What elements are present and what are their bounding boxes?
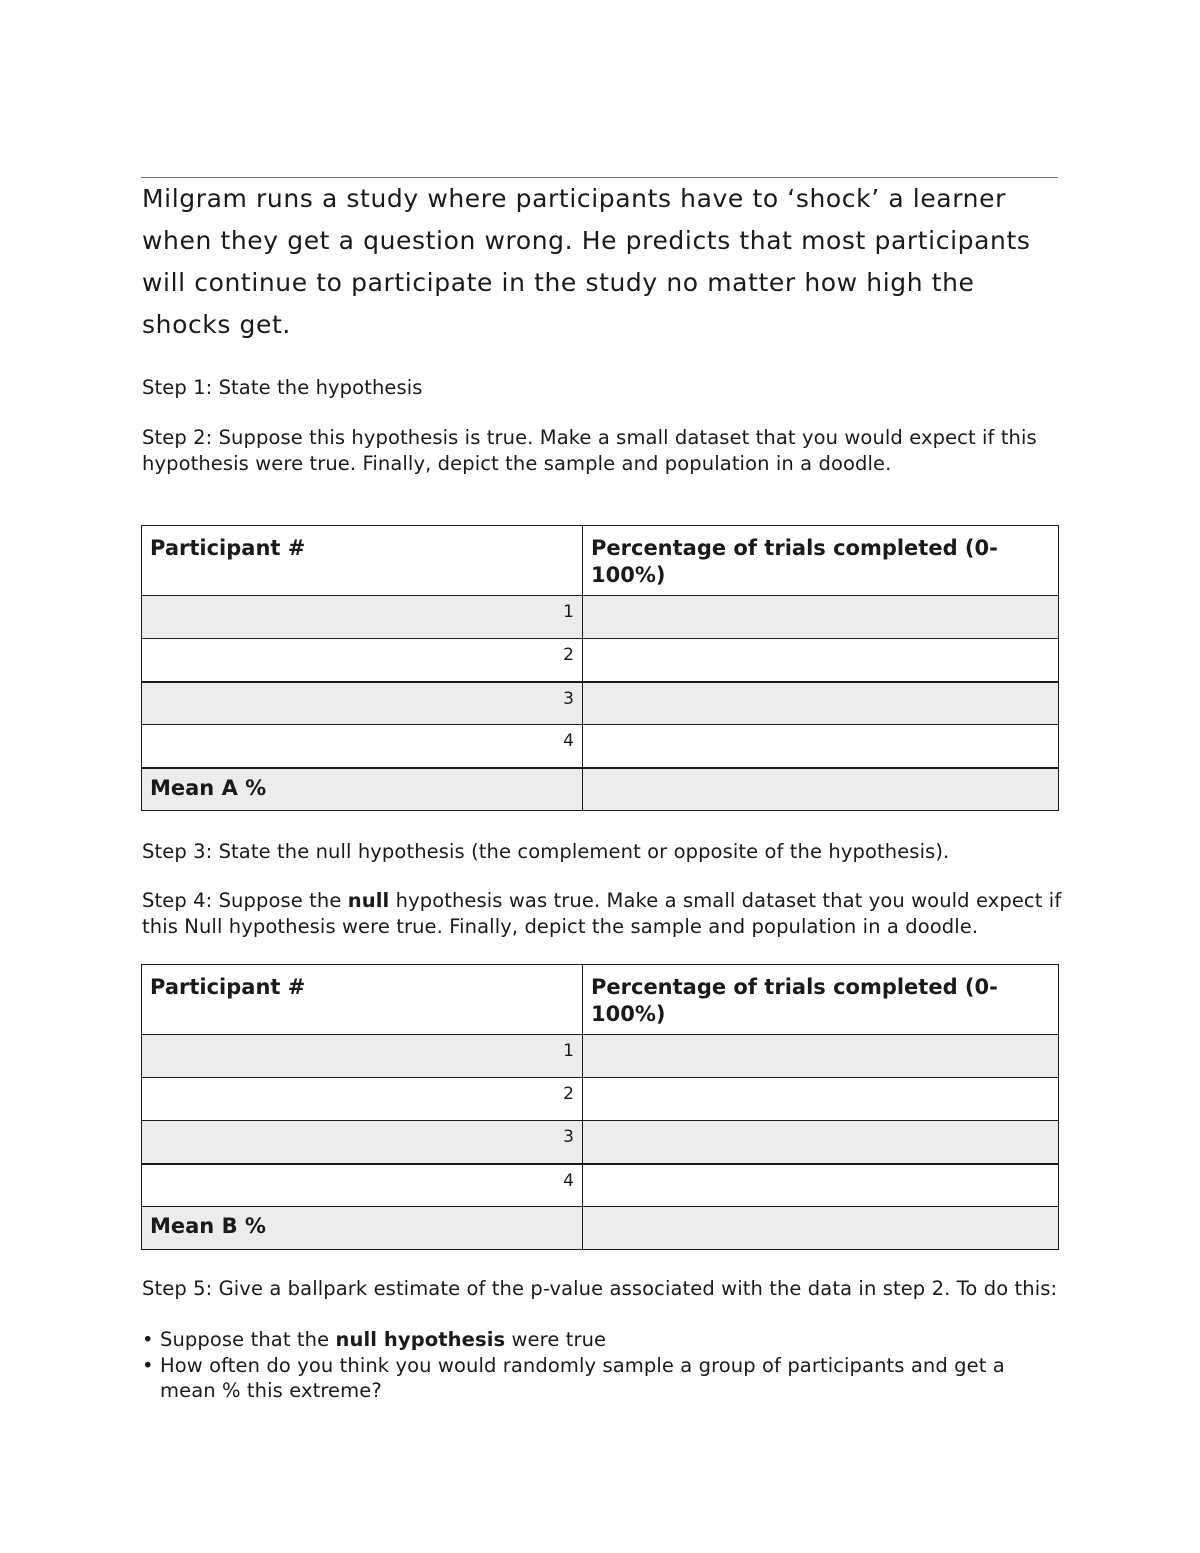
participant-number: 3 [142,1121,583,1164]
table-row [142,1078,1059,1121]
percentage-cell[interactable] [583,639,1059,682]
mean-a-label: Mean A % [142,768,583,811]
table-b [141,964,1059,1250]
percentage-cell[interactable] [583,1121,1059,1164]
table-row-mean [142,768,1059,811]
step-1-text: Step 1: State the hypothesis [142,376,423,399]
percentage-cell[interactable] [583,682,1059,725]
table-a-header-percentage: Percentage of trials completed (0-100%) [583,526,1059,596]
participant-number: 4 [142,1164,583,1207]
table-a-header-participant: Participant # [142,526,583,596]
bullet-1-before: Suppose that the [160,1328,336,1351]
table-row [142,596,1059,639]
percentage-cell[interactable] [583,725,1059,768]
step-4-bold: null [347,889,390,912]
bullet-1-bold: null hypothesis [335,1328,506,1351]
percentage-cell[interactable] [583,596,1059,639]
bullet-item: • How often do you think you would randomly sample a group of participants and get a mean % this extreme? [142,1353,1042,1404]
percentage-cell[interactable] [583,1078,1059,1121]
table-a [141,525,1059,811]
table-row [142,639,1059,682]
table-b-header-participant: Participant # [142,965,583,1035]
table-row [142,1164,1059,1207]
table-row [142,682,1059,725]
participant-number: 4 [142,725,583,768]
step-5-bullets [142,1327,1042,1404]
percentage-cell[interactable] [583,1035,1059,1078]
step-2-text: Step 2: Suppose this hypothesis is true. Make a small dataset that you would expect if this hypothesis were true. Finally, depict the sample and population in a doodle. [142,426,1037,475]
participant-number: 3 [142,682,583,725]
table-row-mean [142,1207,1059,1250]
intro-paragraph: Milgram runs a study where participants have to ‘shock’ a learner when they get a question wrong. He predicts that most participants will continue to participate in the study no matter how high the shocks get. [142,184,1031,339]
table-row [142,725,1059,768]
step-4-text [142,888,1077,939]
step-4-before: Step 4: Suppose the [142,889,348,912]
bullet-item [142,1327,1042,1353]
mean-b-cell[interactable] [583,1207,1059,1250]
table-row [142,1035,1059,1078]
participant-number: 2 [142,639,583,682]
participant-number: 2 [142,1078,583,1121]
bullet-1-after: were true [505,1328,607,1351]
step-3-text: Step 3: State the null hypothesis (the complement or opposite of the hypothesis). [142,840,950,863]
percentage-cell[interactable] [583,1164,1059,1207]
mean-b-label: Mean B % [142,1207,583,1250]
participant-number: 1 [142,596,583,639]
step-4-after: hypothesis was true. Make a small dataset that you would expect if this Null hypothesis were true. Finally, depict the sample and population in a doodle. [142,889,1062,938]
step-5-text: Step 5: Give a ballpark estimate of the p-value associated with the data in step 2. To do this: [142,1277,1058,1300]
table-b-header-percentage: Percentage of trials completed (0-100%) [583,965,1059,1035]
mean-a-cell[interactable] [583,768,1059,811]
participant-number: 1 [142,1035,583,1078]
table-row [142,1121,1059,1164]
